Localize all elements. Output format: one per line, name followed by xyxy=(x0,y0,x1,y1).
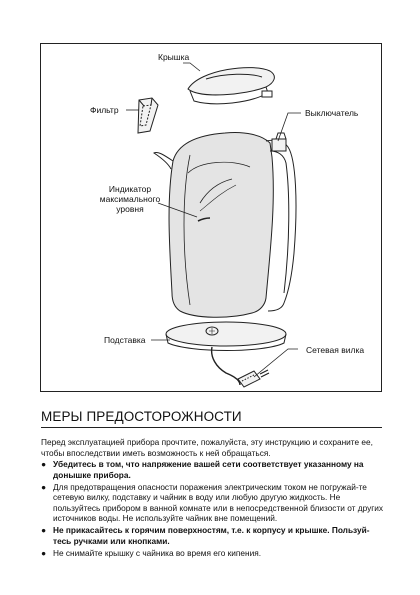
list-item-text: Не прикасайтесь к горячим поверхностям, т.е. к корпусу и крышке. Пользуй-тесь ручками или кнопками. xyxy=(53,525,370,546)
bullet-icon: ● xyxy=(41,547,47,558)
label-lid: Крышка xyxy=(158,52,190,62)
list-item xyxy=(41,525,384,546)
intro-paragraph: Перед эксплуатацией прибора прочтите, пожалуйста, эту инструкцию и сохраните ее, чтобы впоследствии иметь возможность к ней обращаться. xyxy=(41,437,373,458)
label-plug: Сетевая вилка xyxy=(306,345,365,355)
kettle-body-drawing xyxy=(154,132,296,317)
bullet-icon: ● xyxy=(41,481,47,492)
list-item xyxy=(41,459,384,480)
precautions-list xyxy=(41,459,384,560)
label-base: Подставка xyxy=(104,335,146,345)
kettle-diagram xyxy=(40,43,382,392)
list-item xyxy=(41,482,384,524)
label-filter: Фильтр xyxy=(90,105,119,115)
section-title: МЕРЫ ПРЕДОСТОРОЖНОСТИ xyxy=(41,409,242,424)
list-item-text: Для предотвращения опасности поражения электрическим током не погружай-те сетевую вилку, подставку и чайник в воду или любую другую жидкость. Не пользуйтесь прибором в ванной комнате или в непосредственной близости от других источников воды. Не используйте чайник вне помещений. xyxy=(53,481,384,523)
lid-drawing xyxy=(188,68,274,104)
bullet-icon: ● xyxy=(41,459,47,469)
bullet-icon: ● xyxy=(41,525,47,535)
label-switch: Выключатель xyxy=(305,108,359,118)
section-divider xyxy=(41,427,382,428)
filter-drawing xyxy=(138,98,158,133)
list-item-text: Не снимайте крышку с чайника во время его кипения. xyxy=(53,547,262,558)
label-max-level-indicator: Индикатор максимального уровня xyxy=(99,184,161,214)
list-item-text: Убедитесь в том, что напряжение вашей сети соответствует указанному на донышке прибора. xyxy=(53,459,364,480)
plug-drawing xyxy=(212,347,269,387)
base-drawing xyxy=(166,322,286,351)
list-item xyxy=(41,548,384,559)
